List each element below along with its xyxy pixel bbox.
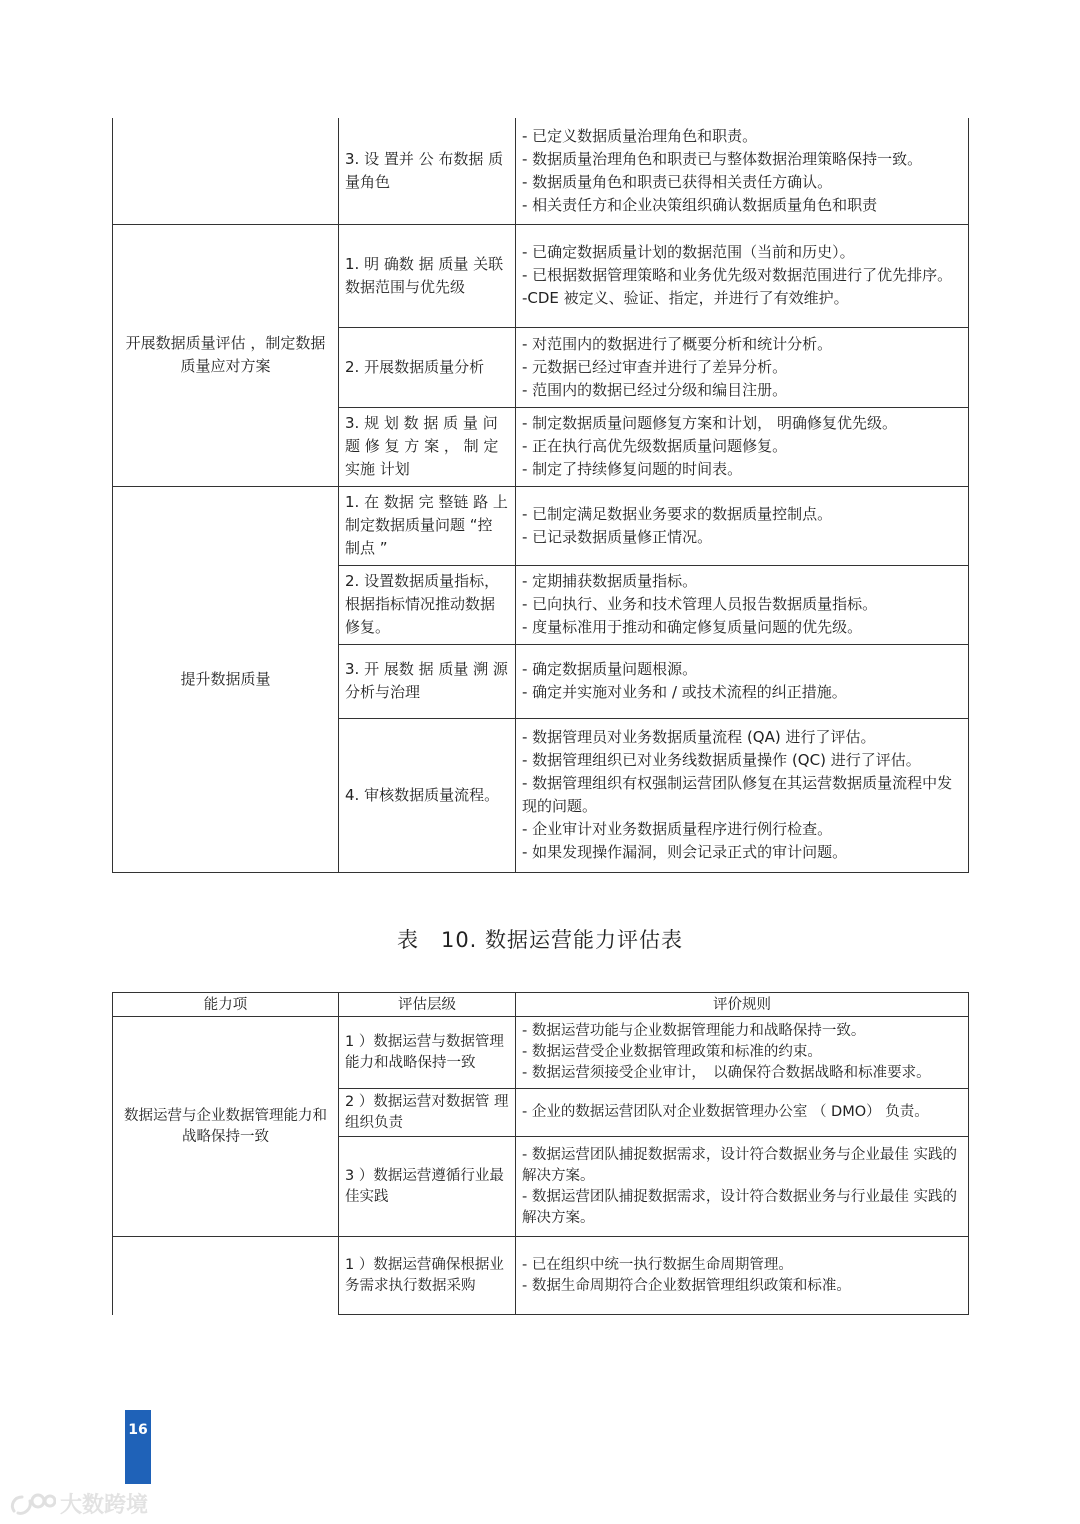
rule-line: -CDE 被定义、验证、指定，并进行了有效维护。 — [522, 289, 849, 307]
page-number: 16 — [125, 1410, 151, 1484]
rule-line: - 数据生命周期符合企业数据管理组织政策和标准。 — [522, 1277, 851, 1294]
rule-line: - 数据管理员对业务数据质量流程 (QA) 进行了评估。 — [522, 728, 876, 746]
ability-cell — [113, 118, 339, 224]
ability-cell: 数据运营与企业数据管理能力和战略保持一致 — [113, 1017, 339, 1237]
rules-cell — [516, 327, 969, 407]
rule-line: - 数据运营团队捕捉数据需求，设计符合数据业务与行业最佳 实践的解决方案。 — [522, 1188, 957, 1226]
level-cell: 1 ）数据运营确保根据业务需求执行数据采购 — [339, 1237, 516, 1315]
operations-assessment-table — [112, 992, 969, 1315]
rules-cell — [516, 1137, 969, 1237]
rules-cell — [516, 118, 969, 224]
rule-line: - 数据质量治理角色和职责已与整体数据治理策略保持一致。 — [522, 149, 923, 168]
table-caption: 表 10. 数据运营能力评估表 — [396, 928, 684, 952]
rule-line: - 数据管理组织有权强制运营团队修复在其运营数据质量流程中发现的问题。 — [522, 774, 953, 815]
table-row — [113, 1017, 969, 1089]
rule-line: - 数据运营团队捕捉数据需求，设计符合数据业务与企业最佳 实践的解决方案。 — [522, 1146, 957, 1184]
level-cell: 3. 规 划 数 据 质 量 问 题 修 复 方 案 ， 制 定 实施 计划 — [339, 407, 516, 486]
header-rules: 评价规则 — [516, 993, 969, 1017]
level-cell: 4. 审核数据质量流程。 — [339, 718, 516, 872]
rule-line: - 数据运营受企业数据管理政策和标准的约束。 — [522, 1044, 822, 1060]
watermark-logo-icon — [8, 1489, 56, 1517]
table-header-row — [113, 993, 969, 1017]
watermark-text: 大数跨境 — [60, 1492, 149, 1518]
rule-line: - 确定并实施对业务和 / 或技术流程的纠正措施。 — [522, 683, 847, 701]
rules-cell — [516, 718, 969, 872]
level-cell: 2 ）数据运营对数据管 理组织负责 — [339, 1089, 516, 1137]
rule-line: - 范围内的数据已经过分级和编目注册。 — [522, 380, 788, 399]
rule-line: - 确定数据质量问题根源。 — [522, 660, 698, 678]
rule-line: - 已定义数据质量治理角色和职责。 — [522, 126, 758, 145]
ability-cell: 开展数据质量评估 ，制定数据质量应对方案 — [113, 224, 339, 486]
rule-line: - 度量标准用于推动和确定修复质量问题的优先级。 — [522, 618, 863, 636]
table-row — [113, 224, 969, 327]
header-ability: 能力项 — [113, 993, 339, 1017]
rule-line: - 企业的数据运营团队对企业数据管理办公室 （ DMO） 负责。 — [522, 1104, 929, 1120]
rule-line: - 数据运营功能与企业数据管理能力和战略保持一致。 — [522, 1023, 866, 1039]
rules-cell — [516, 486, 969, 565]
table-row — [113, 1237, 969, 1315]
level-cell: 3 ）数据运营遵循行业最佳实践 — [339, 1137, 516, 1237]
rule-line: - 定期捕获数据质量指标。 — [522, 572, 698, 590]
level-cell: 3. 开 展数 据 质量 溯 源 分析与治理 — [339, 644, 516, 718]
ability-cell: 提升数据质量 — [113, 486, 339, 872]
rule-line: - 元数据已经过审查并进行了差异分析。 — [522, 357, 788, 376]
rules-cell — [516, 407, 969, 486]
rules-cell — [516, 1237, 969, 1315]
rule-line: - 数据质量角色和职责已获得相关责任方确认。 — [522, 172, 833, 191]
table-row — [113, 486, 969, 565]
level-cell: 3. 设 置并 公 布数据 质 量角色 — [339, 118, 516, 224]
watermark — [8, 1488, 148, 1518]
rules-cell — [516, 644, 969, 718]
rule-line: - 已向执行、业务和技术管理人员报告数据质量指标。 — [522, 595, 878, 613]
rule-line: - 已在组织中统一执行数据生命周期管理。 — [522, 1256, 793, 1273]
rule-line: - 数据管理组织已对业务线数据质量操作 (QC) 进行了评估。 — [522, 751, 921, 769]
level-cell: 2. 设置数据质量指标，根据指标情况推动数据修复。 — [339, 565, 516, 644]
quality-assessment-table — [112, 118, 969, 873]
level-cell: 2. 开展数据质量分析 — [339, 327, 516, 407]
rule-line: - 数据运营须接受企业审计， 以确保符合数据战略和标准要求。 — [522, 1065, 931, 1081]
rule-line: - 对范围内的数据进行了概要分析和统计分析。 — [522, 334, 833, 353]
level-cell: 1. 明 确数 据 质量 关联 数据范围与优先级 — [339, 224, 516, 327]
ability-cell — [113, 1237, 339, 1315]
rules-cell — [516, 224, 969, 327]
rule-line: - 制定了持续修复问题的时间表。 — [522, 460, 743, 478]
header-level: 评估层级 — [339, 993, 516, 1017]
level-cell: 1. 在 数据 完 整链 路 上 制定数据质量问题 “控 制点 ” — [339, 486, 516, 565]
level-cell: 1 ）数据运营与数据管理能力和战略保持一致 — [339, 1017, 516, 1089]
rule-line: - 已记录数据质量修正情况。 — [522, 527, 713, 546]
rule-line: - 已根据数据管理策略和业务优先级对数据范围进行了优先排序。 — [522, 266, 953, 284]
rule-line: - 相关责任方和企业决策组织确认数据质量角色和职责 — [522, 195, 878, 214]
rule-line: - 正在执行高优先级数据质量问题修复。 — [522, 437, 788, 455]
rule-line: - 已制定满足数据业务要求的数据质量控制点。 — [522, 504, 833, 523]
rule-line: - 制定数据质量问题修复方案和计划， 明确修复优先级。 — [522, 414, 897, 432]
rules-cell — [516, 1017, 969, 1089]
table-row — [113, 118, 969, 224]
rules-cell — [516, 565, 969, 644]
rule-line: - 企业审计对业务数据质量程序进行例行检查。 — [522, 820, 833, 838]
rules-cell — [516, 1089, 969, 1137]
rule-line: - 已确定数据质量计划的数据范围（当前和历史）。 — [522, 243, 855, 261]
rule-line: - 如果发现操作漏洞，则会记录正式的审计问题。 — [522, 843, 848, 861]
